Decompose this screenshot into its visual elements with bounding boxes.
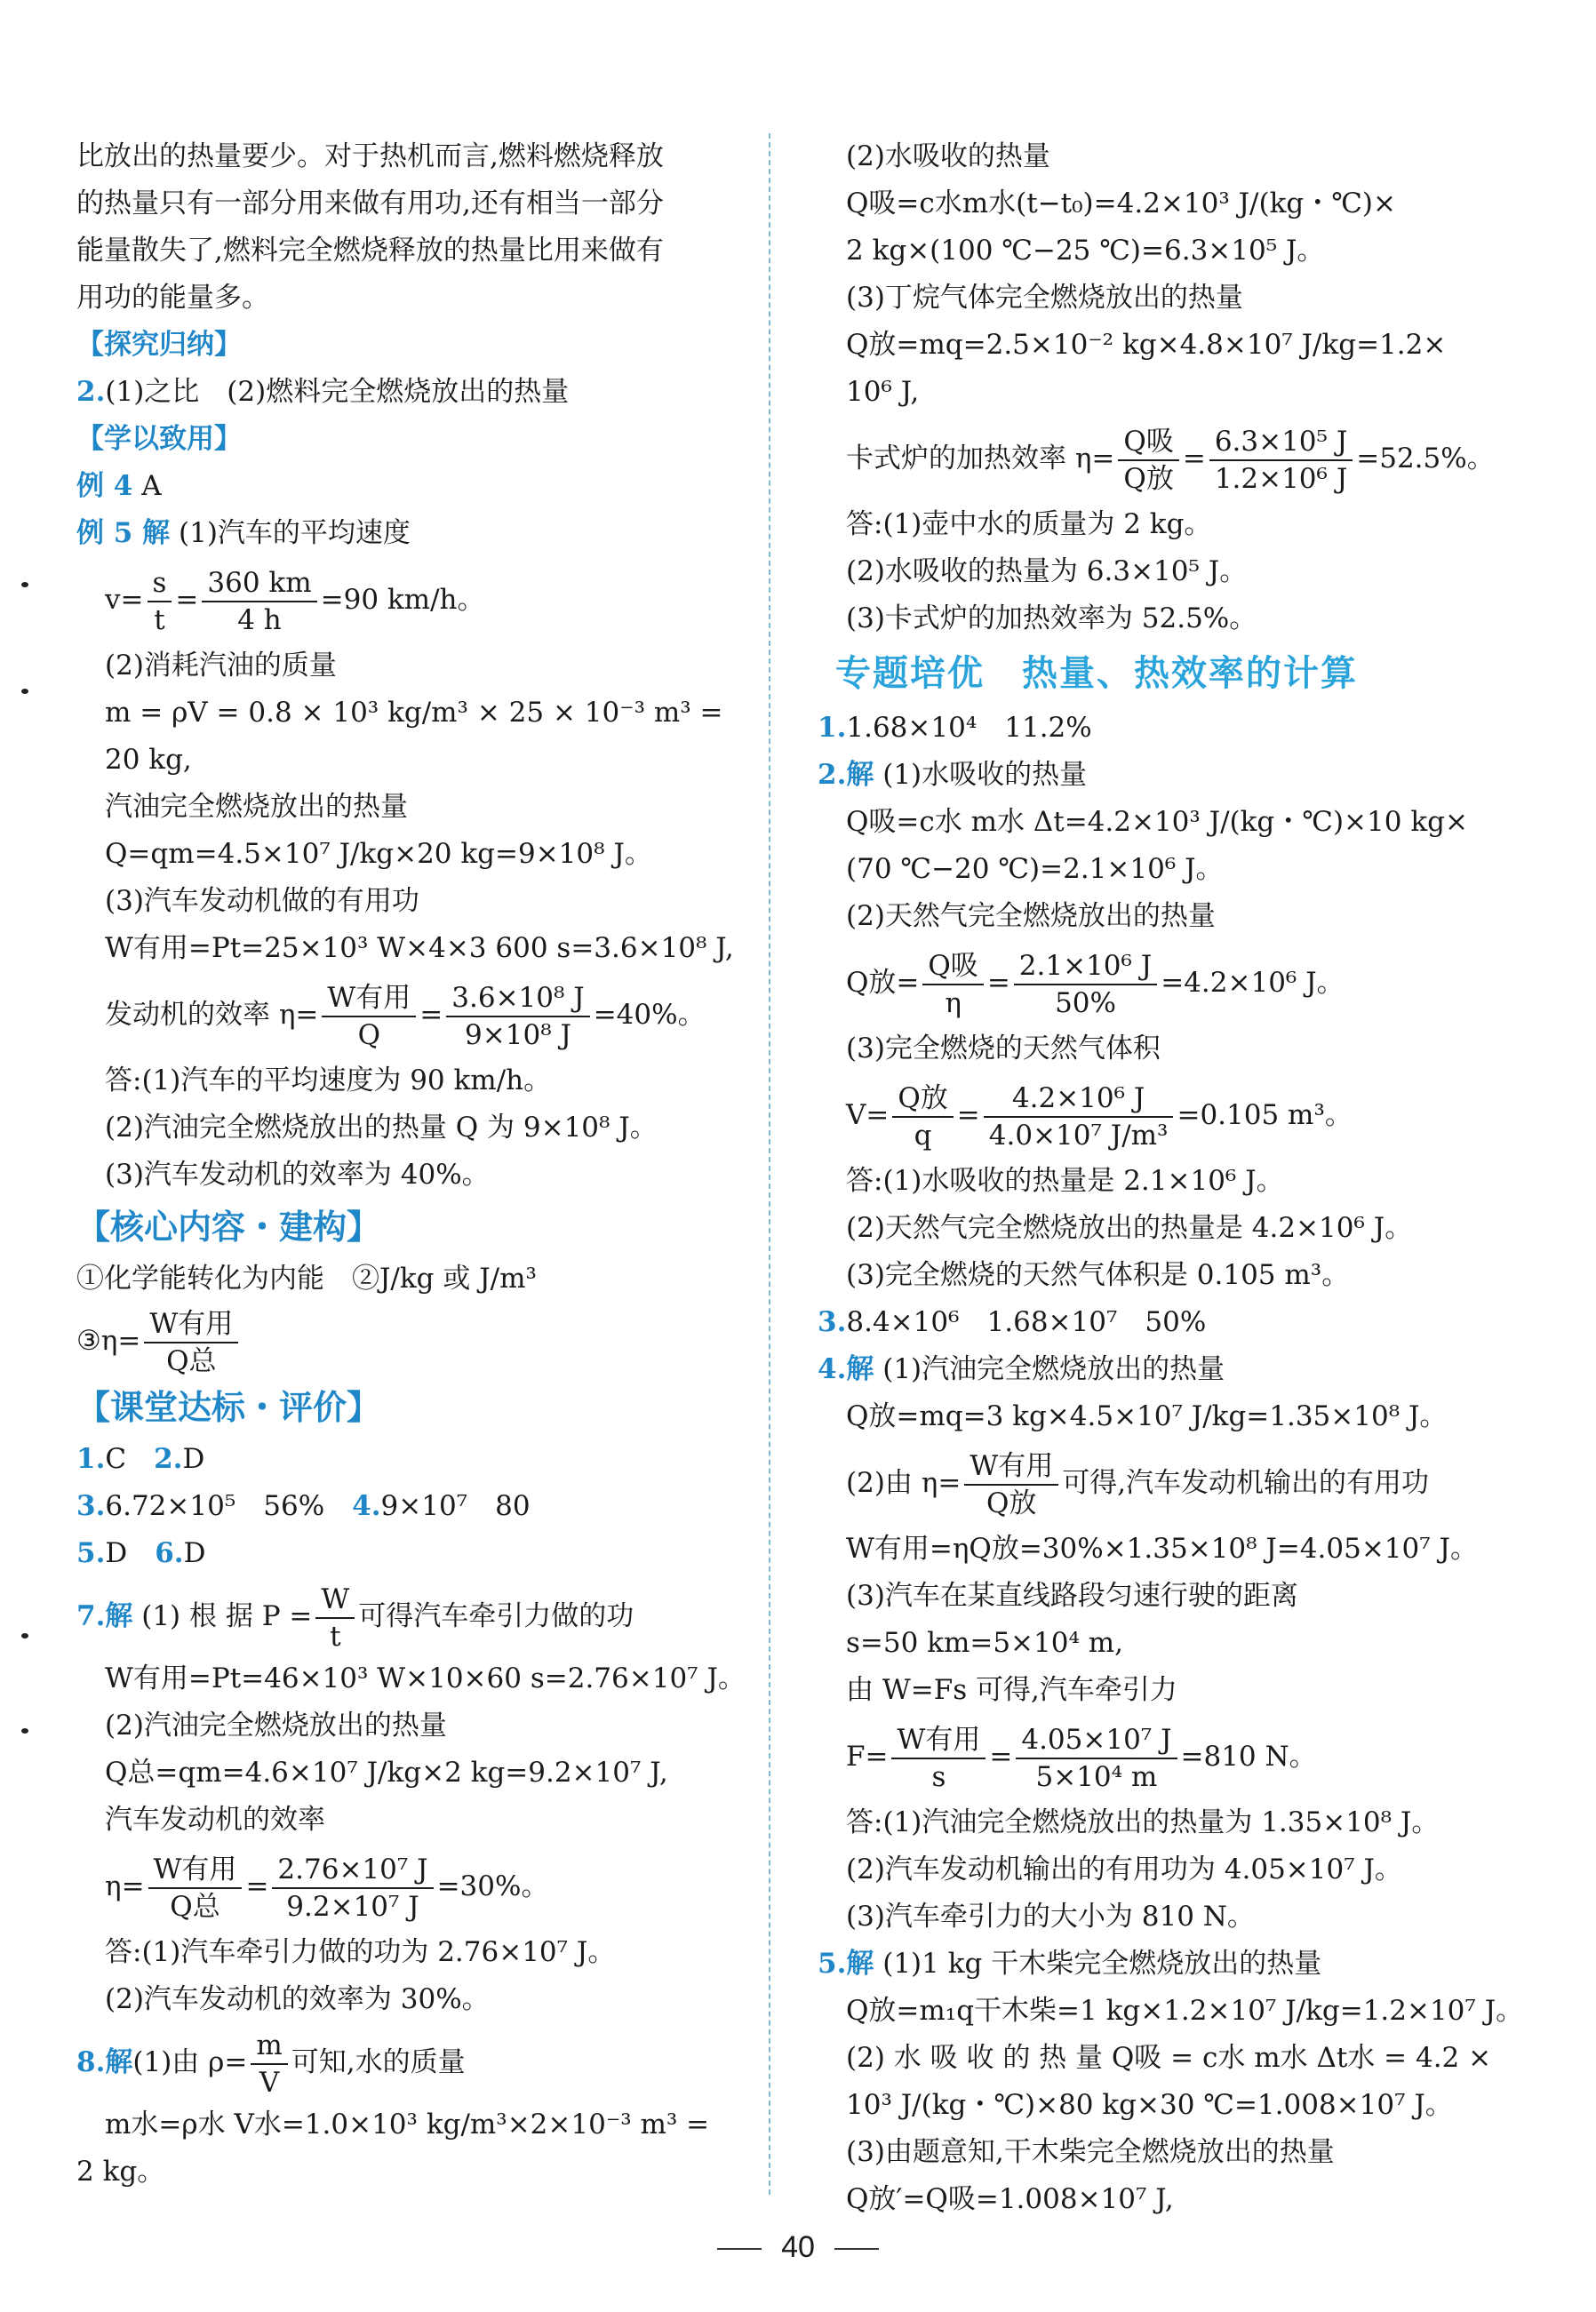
example-label: 例 5 解 xyxy=(76,517,171,549)
answer-text: 1.68×10⁴ 11.2% xyxy=(846,712,1092,744)
solution-line: Q放=mq=3 kg×4.5×10⁷ J/kg=1.35×10⁸ J。 xyxy=(846,1400,1448,1432)
section-tag-apply: 【学以致用】 xyxy=(76,423,242,455)
solution-line: 2 kg。 xyxy=(76,2156,165,2188)
fraction xyxy=(1014,948,1157,1021)
solution-line: W有用=Pt=25×10³ W×4×3 600 s=3.6×10⁸ J, xyxy=(105,932,734,964)
solution-line: 2 kg×(100 ℃−25 ℃)=6.3×10⁵ J。 xyxy=(846,235,1325,267)
numerator: Q吸 xyxy=(922,948,983,985)
topic-answer-5 xyxy=(818,1941,1493,1988)
answer-line: (2)水吸收的热量为 6.3×10⁵ J。 xyxy=(846,555,1248,587)
answer-line: (2)汽油完全燃烧放出的热量 Q 为 9×10⁸ J。 xyxy=(105,1112,658,1144)
formula-text: V= xyxy=(846,1099,890,1131)
formula-text: = xyxy=(419,999,443,1031)
question-number: 1. xyxy=(76,1443,106,1475)
answer-text: D xyxy=(183,1537,206,1569)
formula-text: =90 km/h。 xyxy=(320,584,485,616)
answer-line: (2)天然气完全燃烧放出的热量是 4.2×10⁶ J。 xyxy=(846,1212,1413,1244)
denominator: 1.2×10⁶ J xyxy=(1214,462,1348,495)
fraction xyxy=(446,980,589,1053)
formula-text: 卡式炉的加热效率 η= xyxy=(846,442,1115,474)
section-heading-class: 【课堂达标・评价】 xyxy=(76,1388,381,1427)
answer-text: (1)之比 (2)燃料完全燃烧放出的热量 xyxy=(105,376,570,408)
numerator: 6.3×10⁵ J xyxy=(1209,424,1353,461)
denominator: 4.0×10⁷ J/m³ xyxy=(988,1119,1169,1152)
fraction xyxy=(922,948,983,1021)
denominator: t xyxy=(330,1620,341,1653)
answer-line: (3)汽车牵引力的大小为 810 N。 xyxy=(846,1901,1255,1933)
answer-line: (3)卡式炉的加热效率为 52.5%。 xyxy=(846,602,1257,634)
fraction xyxy=(144,1306,238,1379)
denominator: Q总 xyxy=(166,1344,217,1377)
solution-line: 汽车发动机的效率 xyxy=(105,1804,325,1836)
page-footer xyxy=(0,2230,1596,2265)
useful-work-formula xyxy=(818,1440,1493,1526)
footer-rule xyxy=(717,2248,762,2250)
topic-answer-1 xyxy=(818,705,1493,752)
answer-text: (1)汽油完全燃烧放出的热量 xyxy=(874,1353,1225,1385)
solution-line: (2)水吸收的热量 xyxy=(846,140,1050,172)
question-number: 1. xyxy=(818,712,847,744)
denominator: Q放 xyxy=(986,1487,1037,1519)
answer-line: 答:(1)壶中水的质量为 2 kg。 xyxy=(846,508,1212,540)
q7-efficiency-formula xyxy=(76,1844,770,1929)
answer-text: D xyxy=(182,1443,205,1475)
right-column xyxy=(818,133,1524,2223)
numerator: 2.1×10⁶ J xyxy=(1014,948,1157,985)
answer-line: 答:(1)汽车的平均速度为 90 km/h。 xyxy=(105,1064,552,1096)
formula-text: (1) 根 据 P = xyxy=(132,1600,313,1632)
core-formula xyxy=(76,1303,770,1379)
solution-line: (2)天然气完全燃烧放出的热量 xyxy=(846,900,1216,932)
fraction xyxy=(272,1852,433,1925)
solution-line: s=50 km=5×10⁴ m, xyxy=(846,1627,1124,1659)
solution-line: 由 W=Fs 可得,汽车牵引力 xyxy=(846,1674,1177,1706)
formula-text: (1)由 ρ= xyxy=(132,2046,248,2078)
velocity-formula xyxy=(76,557,770,642)
formula-text: = xyxy=(245,1870,269,1902)
solution-line: (3)汽车在某直线路段匀速行驶的距离 xyxy=(846,1580,1298,1612)
question-number: 5. xyxy=(76,1537,106,1569)
topic-answer-4 xyxy=(818,1346,1493,1393)
scan-mark xyxy=(21,582,28,587)
fraction xyxy=(964,1448,1058,1521)
solution-line: (3)完全燃烧的天然气体积 xyxy=(846,1032,1161,1064)
formula-text: = xyxy=(989,1741,1013,1773)
question-8-head xyxy=(76,2023,770,2101)
formula-text: =52.5%。 xyxy=(1356,442,1495,474)
solution-line: W有用=Pt=46×10³ W×10×60 s=2.76×10⁷ J。 xyxy=(105,1662,746,1694)
answer-text: 9×10⁷ 80 xyxy=(380,1490,531,1522)
answer-text: (1)水吸收的热量 xyxy=(874,759,1088,791)
solution-line: (3)丁烷气体完全燃烧放出的热量 xyxy=(846,282,1243,314)
formula-text: 可得汽车牵引力做的功 xyxy=(358,1600,634,1632)
numerator: 4.05×10⁷ J xyxy=(1016,1722,1177,1759)
fraction xyxy=(322,980,416,1053)
intro-line: 用功的能量多。 xyxy=(76,282,269,314)
denominator: s xyxy=(931,1760,946,1793)
denominator: η xyxy=(945,986,962,1019)
example-5 xyxy=(76,510,770,557)
formula-text: 可得,汽车发动机输出的有用功 xyxy=(1062,1467,1430,1499)
answers-3-4 xyxy=(76,1483,770,1530)
formula-text: =40%。 xyxy=(593,999,706,1031)
denominator: 9.2×10⁷ J xyxy=(286,1890,419,1923)
example-label: 例 4 xyxy=(76,470,133,502)
numerator: s xyxy=(148,565,172,602)
formula-text: 发动机的效率 η= xyxy=(105,999,319,1031)
solution-line: 20 kg, xyxy=(105,744,192,776)
section-heading-core: 【核心内容・建构】 xyxy=(76,1208,381,1247)
solution-line: Q吸=c水 m水 Δt=4.2×10³ J/(kg・℃)×10 kg× xyxy=(846,806,1468,838)
fraction xyxy=(1118,424,1178,497)
answers-1-2 xyxy=(76,1436,770,1483)
denominator: Q总 xyxy=(170,1890,220,1923)
solution-line: (2)消耗汽油的质量 xyxy=(105,650,337,682)
formula-text: F= xyxy=(846,1741,889,1773)
solution-line: m水=ρ水 V水=1.0×10³ kg/m³×2×10⁻³ m³ = xyxy=(105,2109,710,2141)
formula-text: = xyxy=(956,1099,980,1131)
fraction xyxy=(892,1080,953,1153)
solution-line: (3)汽车发动机做的有用功 xyxy=(105,885,419,917)
numerator: Q吸 xyxy=(1118,424,1178,461)
formula-text: =30%。 xyxy=(436,1870,549,1902)
solution-line: (70 ℃−20 ℃)=2.1×10⁶ J。 xyxy=(846,853,1224,885)
question-number: 8.解 xyxy=(76,2046,133,2078)
intro-line: 的热量只有一部分用来做有用功,还有相当一部分 xyxy=(76,187,664,219)
answer-line: (3)汽车发动机的效率为 40%。 xyxy=(105,1159,490,1191)
footer-rule xyxy=(834,2248,879,2250)
example-answer: A xyxy=(132,470,162,502)
formula-text: (2)由 η= xyxy=(846,1467,962,1499)
efficiency-formula xyxy=(76,972,770,1057)
denominator: 9×10⁸ J xyxy=(465,1018,571,1051)
topic-heading: 专题培优 热量、热效率的计算 xyxy=(835,653,1358,694)
fraction xyxy=(148,565,172,638)
solution-line: Q=qm=4.5×10⁷ J/kg×20 kg=9×10⁸ J。 xyxy=(105,838,652,870)
fraction xyxy=(148,1852,243,1925)
intro-line: 能量散失了,燃料完全燃烧释放的热量比用来做有 xyxy=(76,235,664,267)
fraction xyxy=(315,1582,355,1654)
question-number: 4.解 xyxy=(818,1353,874,1385)
numerator: 2.76×10⁷ J xyxy=(272,1852,433,1889)
solution-line: Q放=m₁q干木柴=1 kg×1.2×10⁷ J/kg=1.2×10⁷ J。 xyxy=(846,1995,1524,2027)
fraction xyxy=(251,2028,287,2101)
fraction xyxy=(1209,424,1353,497)
numerator: W有用 xyxy=(891,1722,986,1759)
answer-line: (3)完全燃烧的天然气体积是 0.105 m³。 xyxy=(846,1259,1350,1291)
answers-5-6 xyxy=(76,1530,770,1577)
solution-line: Q放=mq=2.5×10⁻² kg×4.8×10⁷ J/kg=1.2× xyxy=(846,329,1447,361)
section-tag-explore: 【探究归纳】 xyxy=(76,329,242,361)
question-number: 7.解 xyxy=(76,1600,133,1632)
formula-text: =0.105 m³。 xyxy=(1177,1099,1353,1131)
denominator: Q xyxy=(357,1018,381,1051)
solution-line: 10³ J/(kg・℃)×80 kg×30 ℃=1.008×10⁷ J。 xyxy=(846,2089,1453,2121)
formula-text: η= xyxy=(105,1870,145,1902)
formula-text: =810 N。 xyxy=(1180,1741,1317,1773)
formula-text: 可知,水的质量 xyxy=(291,2046,466,2078)
solution-line: Q吸=c水m水(t−t₀)=4.2×10³ J/(kg・℃)× xyxy=(846,187,1396,219)
solution-line: (2) 水 吸 收 的 热 量 Q吸 = c水 m水 Δt水 = 4.2 × xyxy=(846,2042,1492,2074)
solution-line: (2)汽油完全燃烧放出的热量 xyxy=(105,1710,447,1742)
solution-line: 汽油完全燃烧放出的热量 xyxy=(105,791,408,823)
formula-text: Q放= xyxy=(846,967,920,999)
question-number: 3. xyxy=(818,1306,847,1338)
heat-released-formula xyxy=(818,940,1493,1025)
answer-line: 答:(1)汽油完全燃烧放出的热量为 1.35×10⁸ J。 xyxy=(846,1806,1440,1838)
explore-answer xyxy=(76,369,770,416)
left-column xyxy=(76,133,770,2196)
denominator: t xyxy=(154,603,165,636)
solution-line: W有用=ηQ放=30%×1.35×10⁸ J=4.05×10⁷ J。 xyxy=(846,1533,1478,1565)
denominator: Q放 xyxy=(1123,462,1174,495)
formula-text: = xyxy=(175,584,199,616)
solution-line: Q放′=Q吸=1.008×10⁷ J, xyxy=(846,2183,1174,2215)
formula-text: = xyxy=(1182,442,1206,474)
denominator: 5×10⁴ m xyxy=(1035,1760,1158,1793)
numerator: W有用 xyxy=(322,980,416,1017)
scan-mark xyxy=(21,689,28,694)
topic-answer-3 xyxy=(818,1299,1493,1346)
numerator: m xyxy=(251,2028,287,2065)
numerator: W xyxy=(315,1582,355,1619)
question-number: 6. xyxy=(155,1537,184,1569)
answer-text: D xyxy=(105,1537,156,1569)
numerator: 3.6×10⁸ J xyxy=(446,980,589,1017)
question-7-head xyxy=(76,1577,770,1655)
answer-line: 答:(1)水吸收的热量是 2.1×10⁶ J。 xyxy=(846,1165,1284,1197)
formula-text: = xyxy=(986,967,1010,999)
intro-line: 比放出的热量要少。对于热机而言,燃料燃烧释放 xyxy=(76,140,664,172)
formula-text: ③η= xyxy=(76,1325,141,1357)
gas-volume-formula xyxy=(818,1072,1493,1158)
numerator: Q放 xyxy=(892,1080,953,1118)
question-number: 4. xyxy=(352,1490,381,1522)
numerator: W有用 xyxy=(144,1306,238,1343)
core-line: ①化学能转化为内能 ②J/kg 或 J/m³ xyxy=(76,1263,537,1295)
fraction xyxy=(891,1722,986,1795)
numerator: 360 km xyxy=(202,565,316,602)
question-number: 5.解 xyxy=(818,1948,874,1980)
page-number: 40 xyxy=(781,2230,815,2264)
denominator: V xyxy=(259,2066,280,2099)
solution-line: m = ρV = 0.8 × 10³ kg/m³ × 25 × 10⁻³ m³ = xyxy=(105,697,723,729)
answer-text: 6.72×10⁵ 56% xyxy=(105,1490,353,1522)
answer-text: C xyxy=(105,1443,155,1475)
denominator: q xyxy=(914,1119,932,1152)
answer-line: (2)汽车发动机输出的有用功为 4.05×10⁷ J。 xyxy=(846,1854,1402,1885)
stove-efficiency-formula xyxy=(818,416,1493,501)
formula-text: v= xyxy=(105,584,144,616)
denominator: 4 h xyxy=(237,603,282,636)
answer-text: 8.4×10⁶ 1.68×10⁷ 50% xyxy=(846,1306,1207,1338)
traction-force-formula xyxy=(818,1714,1493,1799)
answer-line: (2)汽车发动机的效率为 30%。 xyxy=(105,1983,490,2015)
example-answer: (1)汽车的平均速度 xyxy=(170,517,411,549)
answer-line: 答:(1)汽车牵引力做的功为 2.76×10⁷ J。 xyxy=(105,1936,616,1968)
formula-text: =4.2×10⁶ J。 xyxy=(1161,967,1345,999)
denominator: 50% xyxy=(1055,986,1116,1019)
solution-line: (3)由题意知,干木柴完全燃烧放出的热量 xyxy=(846,2136,1335,2168)
topic-answer-2 xyxy=(818,752,1493,799)
answer-text: (1)1 kg 干木柴完全燃烧放出的热量 xyxy=(874,1948,1322,1980)
fraction xyxy=(1016,1722,1177,1795)
numerator: W有用 xyxy=(964,1448,1058,1486)
question-number: 2. xyxy=(76,376,106,408)
question-number: 2. xyxy=(154,1443,183,1475)
solution-line: Q总=qm=4.6×10⁷ J/kg×2 kg=9.2×10⁷ J, xyxy=(105,1757,668,1789)
scan-mark xyxy=(21,1728,28,1734)
question-number: 3. xyxy=(76,1490,106,1522)
numerator: 4.2×10⁶ J xyxy=(984,1080,1174,1118)
solution-line: 10⁶ J, xyxy=(846,376,920,408)
example-4 xyxy=(76,463,770,510)
fraction xyxy=(202,565,316,638)
fraction xyxy=(984,1080,1174,1153)
scan-mark xyxy=(21,1633,28,1638)
numerator: W有用 xyxy=(148,1852,243,1889)
question-number: 2.解 xyxy=(818,759,874,791)
